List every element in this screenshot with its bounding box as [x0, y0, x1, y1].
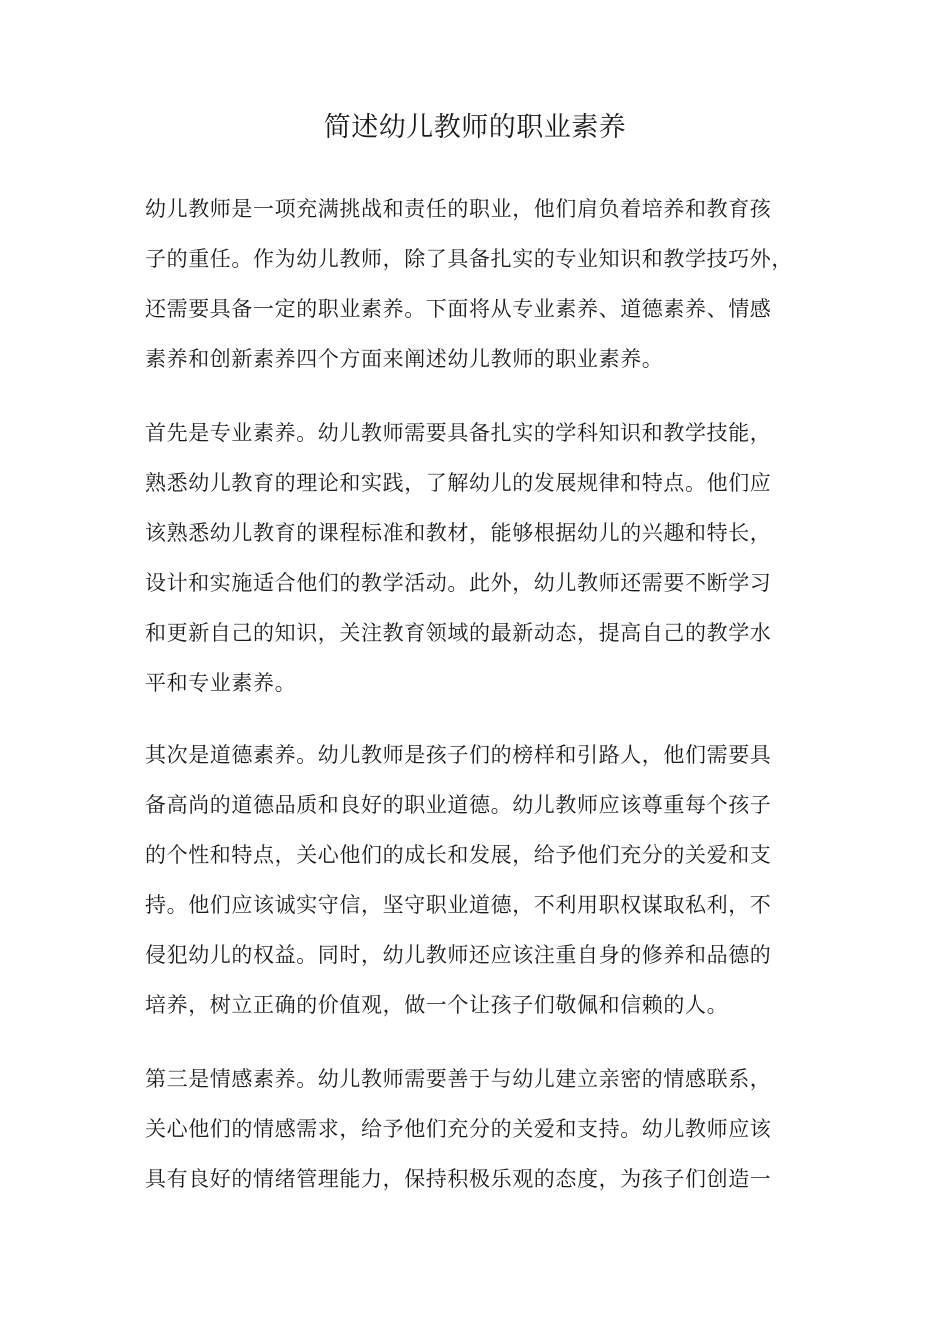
- paragraph-line: 备高尚的道德品质和良好的职业道德。幼儿教师应该尊重每个孩子: [145, 793, 772, 817]
- paragraph-professional: [145, 408, 771, 708]
- paragraph-line: 幼儿教师是一项充满挑战和责任的职业，他们肩负着培养和教育孩: [145, 197, 772, 221]
- paragraph-line: 培养，树立正确的价值观，做一个让孩子们敬佩和信赖的人。: [145, 993, 729, 1017]
- paragraph-line: 子的重任。作为幼儿教师，除了具备扎实的专业知识和教学技巧外，: [145, 247, 793, 271]
- paragraph-line: 持。他们应该诚实守信，坚守职业道德，不利用职权谋取私利，不: [145, 893, 772, 917]
- paragraph-line: 具有良好的情绪管理能力，保持积极乐观的态度，为孩子们创造一: [145, 1167, 772, 1191]
- paragraph-line: 还需要具备一定的职业素养。下面将从专业素养、道德素养、情感: [145, 297, 772, 321]
- paragraph-moral: [145, 730, 771, 1030]
- paragraph-line: 该熟悉幼儿教育的课程标准和教材，能够根据幼儿的兴趣和特长，: [145, 521, 772, 545]
- paragraph-emotional: [145, 1054, 771, 1204]
- document-title: 简述幼儿教师的职业素养: [323, 112, 627, 143]
- paragraph-line: 的个性和特点，关心他们的成长和发展，给予他们充分的关爱和支: [145, 843, 772, 867]
- paragraph-line: 关心他们的情感需求，给予他们充分的关爱和支持。幼儿教师应该: [145, 1117, 772, 1141]
- paragraph-line: 首先是专业素养。幼儿教师需要具备扎实的学科知识和教学技能，: [145, 421, 772, 445]
- paragraph-line: 和更新自己的知识，关注教育领域的最新动态，提高自己的教学水: [145, 621, 772, 645]
- paragraph-line: 素养和创新素养四个方面来阐述幼儿教师的职业素养。: [145, 347, 664, 371]
- paragraph-line: 第三是情感素养。幼儿教师需要善于与幼儿建立亲密的情感联系，: [145, 1067, 772, 1091]
- paragraph-line: 侵犯幼儿的权益。同时，幼儿教师还应该注重自身的修养和品德的: [145, 943, 772, 967]
- paragraph-line: 设计和实施适合他们的教学活动。此外，幼儿教师还需要不断学习: [145, 571, 772, 595]
- paragraph-line: 其次是道德素养。幼儿教师是孩子们的榜样和引路人，他们需要具: [145, 743, 772, 767]
- paragraph-line: 平和专业素养。: [145, 671, 297, 695]
- paragraph-introduction: [145, 184, 793, 384]
- paragraph-line: 熟悉幼儿教育的理论和实践，了解幼儿的发展规律和特点。他们应: [145, 471, 772, 495]
